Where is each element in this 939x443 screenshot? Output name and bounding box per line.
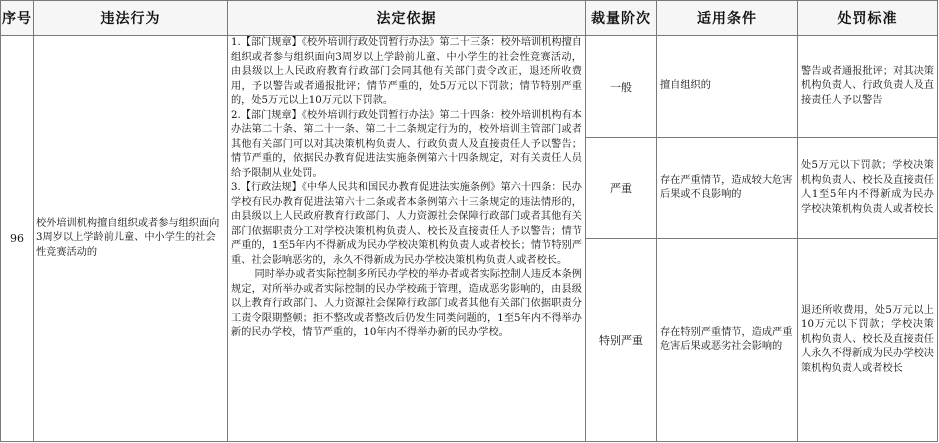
tier-penalty-general: 警告或者通报批评；对其决策机构负责人、行政负责人及直接责任人予以警告: [798, 36, 938, 138]
legal-basis-item-3: 3.【行政法规】《中华人民共和国民办教育促进法实施条例》第六十四条：民办学校有民办教育促进法第六十二条或者本条例第六十三条规定的违法情形的，由县级以上人民政府教育行政部门、人力资源社会保障行政部门或者其他有关部门依据职责分工对学校决策机构负责人、校长及直接责任人予以警告；情节严重的，1至5年内不得新成为民办学校决策机构负责人或者校长；情节特别严重、社会影响恶劣的，永久不得新成为民办学校决策机构负责人或者校长。: [231, 182, 582, 266]
violation-description: 校外培训机构擅自组织或者参与组织面向3周岁以上学龄前儿童、中小学生的社会性竞赛活动的: [34, 36, 228, 442]
tier-condition-very-serious: 存在特别严重情节，造成严重危害后果或恶劣社会影响的: [657, 239, 798, 442]
tier-penalty-serious: 处5万元以下罚款；学校决策机构负责人、校长及直接责任人1至5年内不得新成为民办学校决策机构负责人或者校长: [798, 138, 938, 239]
legal-basis-item-2: 2.【部门规章】《校外培训行政处罚暂行办法》第二十四条：校外培训机构有本办法第二十条、第二十一条、第二十二条规定行为的，校外培训主管部门或者其他有关部门可以对其决策机构负责人、行政负责人及直接责任人予以警告；情节严重的，依据民办教育促进法实施条例第六十四条规定，对有关责任人员给予限制从业处罚。: [231, 109, 582, 179]
header-penalty-standard: 处罚标准: [798, 1, 938, 36]
legal-basis-cell: [228, 36, 586, 442]
header-discretion-level: 裁量阶次: [586, 1, 657, 36]
legal-basis-item-1: 1.【部门规章】《校外培训行政处罚暂行办法》第二十三条：校外培训机构擅自组织或者参与组织面向3周岁以上学龄前儿童、中小学生的社会性竞赛活动，由县级以上人民政府教育行政部门会同其他有关部门责令改正，退还所收费用，予以警告或者通报批评；情节严重的，处5万元以下罚款；情节特别严重的，处5万元以上10万元以下罚款。: [231, 37, 582, 106]
tier-penalty-very-serious: 退还所收费用，处5万元以上10万元以下罚款；学校决策机构负责人、校长及直接责任人永久不得新成为民办学校决策机构负责人或者校长: [798, 239, 938, 442]
header-legal-basis: 法定依据: [228, 1, 586, 36]
header-violation: 违法行为: [34, 1, 228, 36]
tier-level-very-serious: 特别严重: [586, 239, 657, 442]
header-applicable-conditions: 适用条件: [657, 1, 798, 36]
table-row: [1, 36, 938, 138]
header-row: [1, 1, 938, 36]
tier-level-serious: 严重: [586, 138, 657, 239]
tier-condition-general: 擅自组织的: [657, 36, 798, 138]
row-number: 96: [1, 36, 34, 442]
legal-basis-item-3-paragraph-2: 同时举办或者实际控制多所民办学校的举办者或者实际控制人违反本条例规定，对所举办或者实际控制的民办学校疏于管理，造成恶劣影响的，由县级以上教育行政部门、人力资源社会保障行政部门或者其他有关部门依据职责分工责令限期整顿；拒不整改或者整改后仍发生同类问题的，1至5年内不得举办新的民办学校，情节严重的，10年内不得举办新的民办学校。: [231, 269, 582, 338]
header-number: 序号: [1, 1, 34, 36]
tier-condition-serious: 存在严重情节，造成较大危害后果或不良影响的: [657, 138, 798, 239]
tier-level-general: 一般: [586, 36, 657, 138]
